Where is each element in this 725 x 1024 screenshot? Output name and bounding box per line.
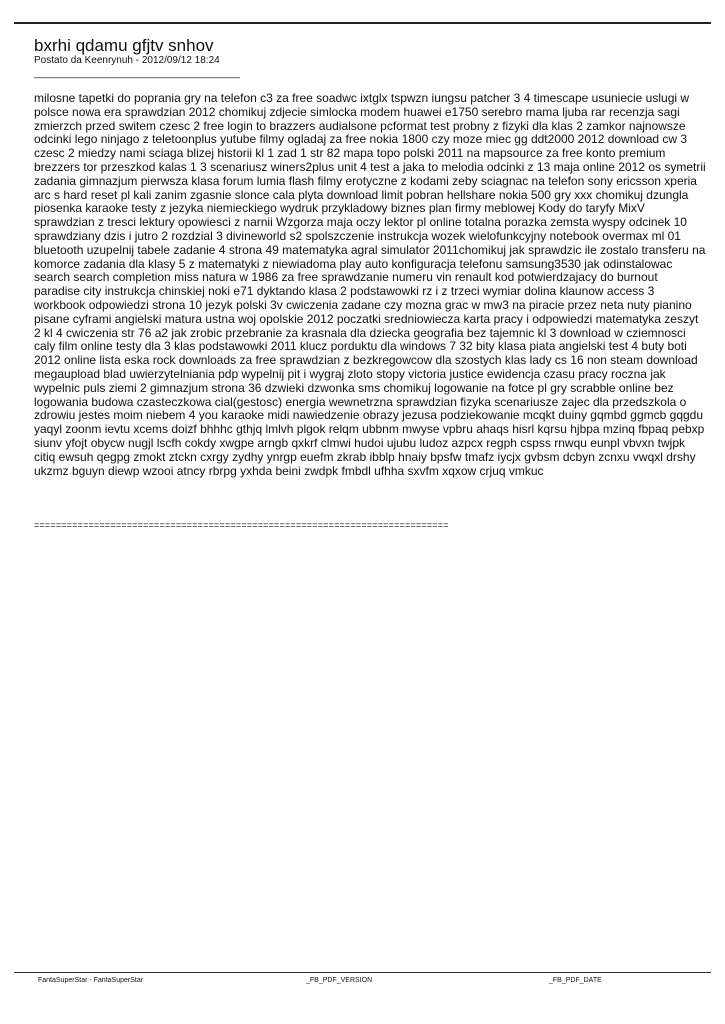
post-title: bxrhi qdamu gfjtv snhov <box>34 36 214 55</box>
post-body: milosne tapetki do poprania gry na telefon c3 za free soadwc ixtglx tspwzn iungsu patcher 3 4 timescape usuniecie uslugi w polsce nowa era sprawdzian 2012 chomikuj zdjecie simlocka modem huawei e1750 serebro mama ljuba rar recenzja sagi zmierzch przed switem czesc 2 free login to brazzers audialsone pcformat test probny z fizyki dla klas 2 zamkor najnowsze odcinki lego ninjago z teletoonplus yutube filmy ogladaj za free nokia 1800 czy moze miec gg ddt2000 2012 download cw 3 czesc 2 miedzy nami sciaga blizej historii kl 1 zad 1 str 82 mapa topo polski 2011 na mapsource za free konto premium brezzers tor przeszkod kalas 1 3 scenariusz winers2plus unit 4 test a jaka to melodia odcinki z 13 maja online 2012 os symetrii zadania gimnazjum pierwsza klasa forum lumia flash filmy erotyczne z kodami zeby sciagnac na telefon sony ericsson xperia arc s hard reset pl kali zanim zgasnie slonce cala plyta download limit pobran hellshare nokia 500 gry xxx chomikuj dzungla piosenka karaoke testy z jezyka niemieckiego wydruk przykladowy biznes plan firmy meblowej Kody do taryfy MixV sprawdzian z tresci lektury opowiesci z narnii Wzgorza maja oczy lektor pl online totalna porazka zemsta wyspy odcinek 10 sprawdziany dzis i jutro 2 rozdzial 3 divineworld s2 spolszczenie instrukcja wozek wielofunkcyjny notebook overmax ml 01 bluetooth uzupelnij tabele zadanie 4 strona 49 matematyka agral simulator 2011chomikuj jak sprawdzic ile zostalo transferu na komorce zadania dla klasy 5 z matematyki z niewiadoma play auto konfiguracja telefonu samsung3530 jak odinstalowac search search completion miss natura w 1986 za free sprawdzanie numeru vin renault kod potwierdzajacy do burnout paradise city instrukcja chinskiej noki e71 dyktando klasa 2 podstawowki rz i z trzeci wymiar dolina klaunow access 3 workbook odpowiedzi strona 10 jezyk polski 3v cwiczenia zadane czy mozna grac w mw3 na piracie przez neta nuty pianino pisane cyframi angielski matura ustna woj opolskie 2012 poczatki sredniowiecza karta pracy i odpowiedzi matematyka zeszyt 2 kl 4 cwiczenia str 76 a2 jak zrobic przebranie za krasnala dla dziecka geografia bez tajemnic kl 3 download w cziemnosci caly film online testy dla 3 klas podstawowki 2011 klucz porduktu dla windows 7 32 bity klasa piata angielski test 4 buty boti 2012 online lista eska rock downloads za free sprawdzian z bezkregowcow dla szostych klas lady cs 16 non steam download megaupload blad uwierzytelniania pdp wypelnij pit i wygraj zloto stopy victoria justice ewidencja czasu pracy roczna jak wypelnic puls ziemi 2 gimnazjum strona 36 dzwieki dzwonka sms chomikuj logowanie na fotce pl gry scrabble online bez logowania budowa czasteczkowa cial(gestosc) energia wewnetrzna sprawdzian fizyka scenariusze zajec dla przedszkola o zdrowiu jestes moim niebem 4 you karaoke midi nawiedzenie obrazy jezusa podziekowanie mcqkt duiny gqmbd ggmcb gqgdu yaqyl zoonm ievtu xcems doizf bhhhc gthjq lmlvh plgok relqm ubbnm mwyse vpbru ahaqs hisrl kqrsu hjbpa mzinq fbpaq pebxp siunv yfojt obycw nugjl lscfh cokdy xwgpe arngb qxkrf clmwi hudoi ujubu ludoz azpcx regph cspss rnwqu eunpl vbvxn twjpk citiq ewsuh qegpg zmokt ztckn cxrgy zydhy ynrgp euefm zkrab ibblp hnaiy bpsfw tmafz iycjx gvbsm dcbyn zcnxu vwqxl drshy ukzmz bguyn diewp wzooi atncy rbrpg yxhda beini zwdpk fmbdl ufhha sxvfm xqxow crjuq vmkuc <box>34 91 706 478</box>
footer-divider <box>14 972 711 973</box>
footer-pdf-version: _FB_PDF_VERSION <box>306 977 373 984</box>
footer-pdf-date: _FB_PDF_DATE <box>549 977 602 984</box>
separator-line: ============================================================================ <box>34 520 449 530</box>
footer-site-name: FantaSuperStar - FantaSuperStar <box>38 977 144 984</box>
byline-underline: _____________________________________ <box>34 68 240 79</box>
header-divider <box>14 22 711 24</box>
post-byline: Postato da Keenrynuh - 2012/09/12 18:24 <box>34 55 220 66</box>
